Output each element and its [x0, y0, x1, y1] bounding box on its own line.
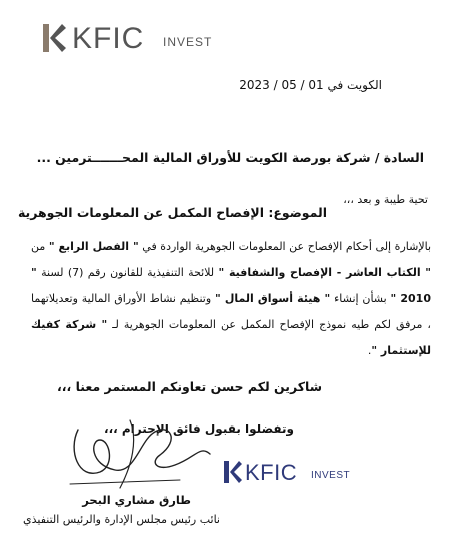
body-text-4b: " شركة كفيك للإستثمار " — [31, 318, 431, 357]
stamp-suffix-text: INVEST — [311, 470, 351, 481]
logo-suffix-text: INVEST — [163, 35, 213, 49]
body-text-2b: للائحة التنفيذية للقانون رقم (7) لسنة — [41, 266, 215, 279]
logo-brand-text: KFIC — [72, 22, 145, 55]
body-text-4a: المعلومات الجوهرية لـ — [112, 318, 216, 331]
body-text-2c: " 2010 " — [31, 266, 431, 305]
kfic-logo — [40, 20, 220, 60]
kfic-stamp-mark-icon — [222, 460, 242, 484]
body-text-1a: بالإشارة إلى أحكام الإفصاح عن المعلومات الجوهرية الواردة في — [142, 240, 432, 253]
body-text-3a: " هيئة أسواق المال " — [214, 292, 331, 305]
letter-addressee: السادة / شركة بورصة الكويت للأوراق المالية المحـــــــترمين ... — [36, 150, 424, 165]
letter-regards: وتفضلوا بقبول فائق الإحترام ،،، — [104, 422, 294, 436]
kfic-stamp-logo — [222, 458, 362, 488]
signer-title: نائب رئيس مجلس الإدارة والرئيس التنفيذي — [22, 513, 220, 526]
signer-name: طارق مشاري البحر — [82, 493, 191, 507]
body-text-2d: بشأن إنشاء — [334, 292, 387, 305]
body-text-2a: " الكتاب العاشر - الإفصاح والشفافية " — [218, 266, 432, 279]
body-text-3b: وتنظيم نشاط الأوراق المالية وتعديلاتهما ، مرفق لكم طيه نموذج الإفصاح المكمل عن — [31, 292, 431, 331]
kfic-logo-mark-icon — [40, 22, 66, 54]
body-text-4c: . — [367, 344, 372, 357]
body-text-1b: " الفصل الرابع " — [48, 240, 139, 253]
signature-icon — [60, 410, 230, 500]
letter-thanks: شاكرين لكم حسن تعاونكم المستمر معنا ،،، — [57, 379, 322, 394]
letter-body — [31, 234, 431, 364]
letter-subject: الموضوع: الإفصاح المكمل عن المعلومات الجوهرية — [17, 205, 327, 220]
letter-greeting: تحية طيبة و بعد ،،، — [343, 193, 428, 206]
stamp-brand-text: KFIC — [245, 460, 298, 485]
letter-date: الكويت في 01 / 05 / 2023 — [239, 78, 382, 92]
body-text-1c: من — [31, 240, 46, 253]
